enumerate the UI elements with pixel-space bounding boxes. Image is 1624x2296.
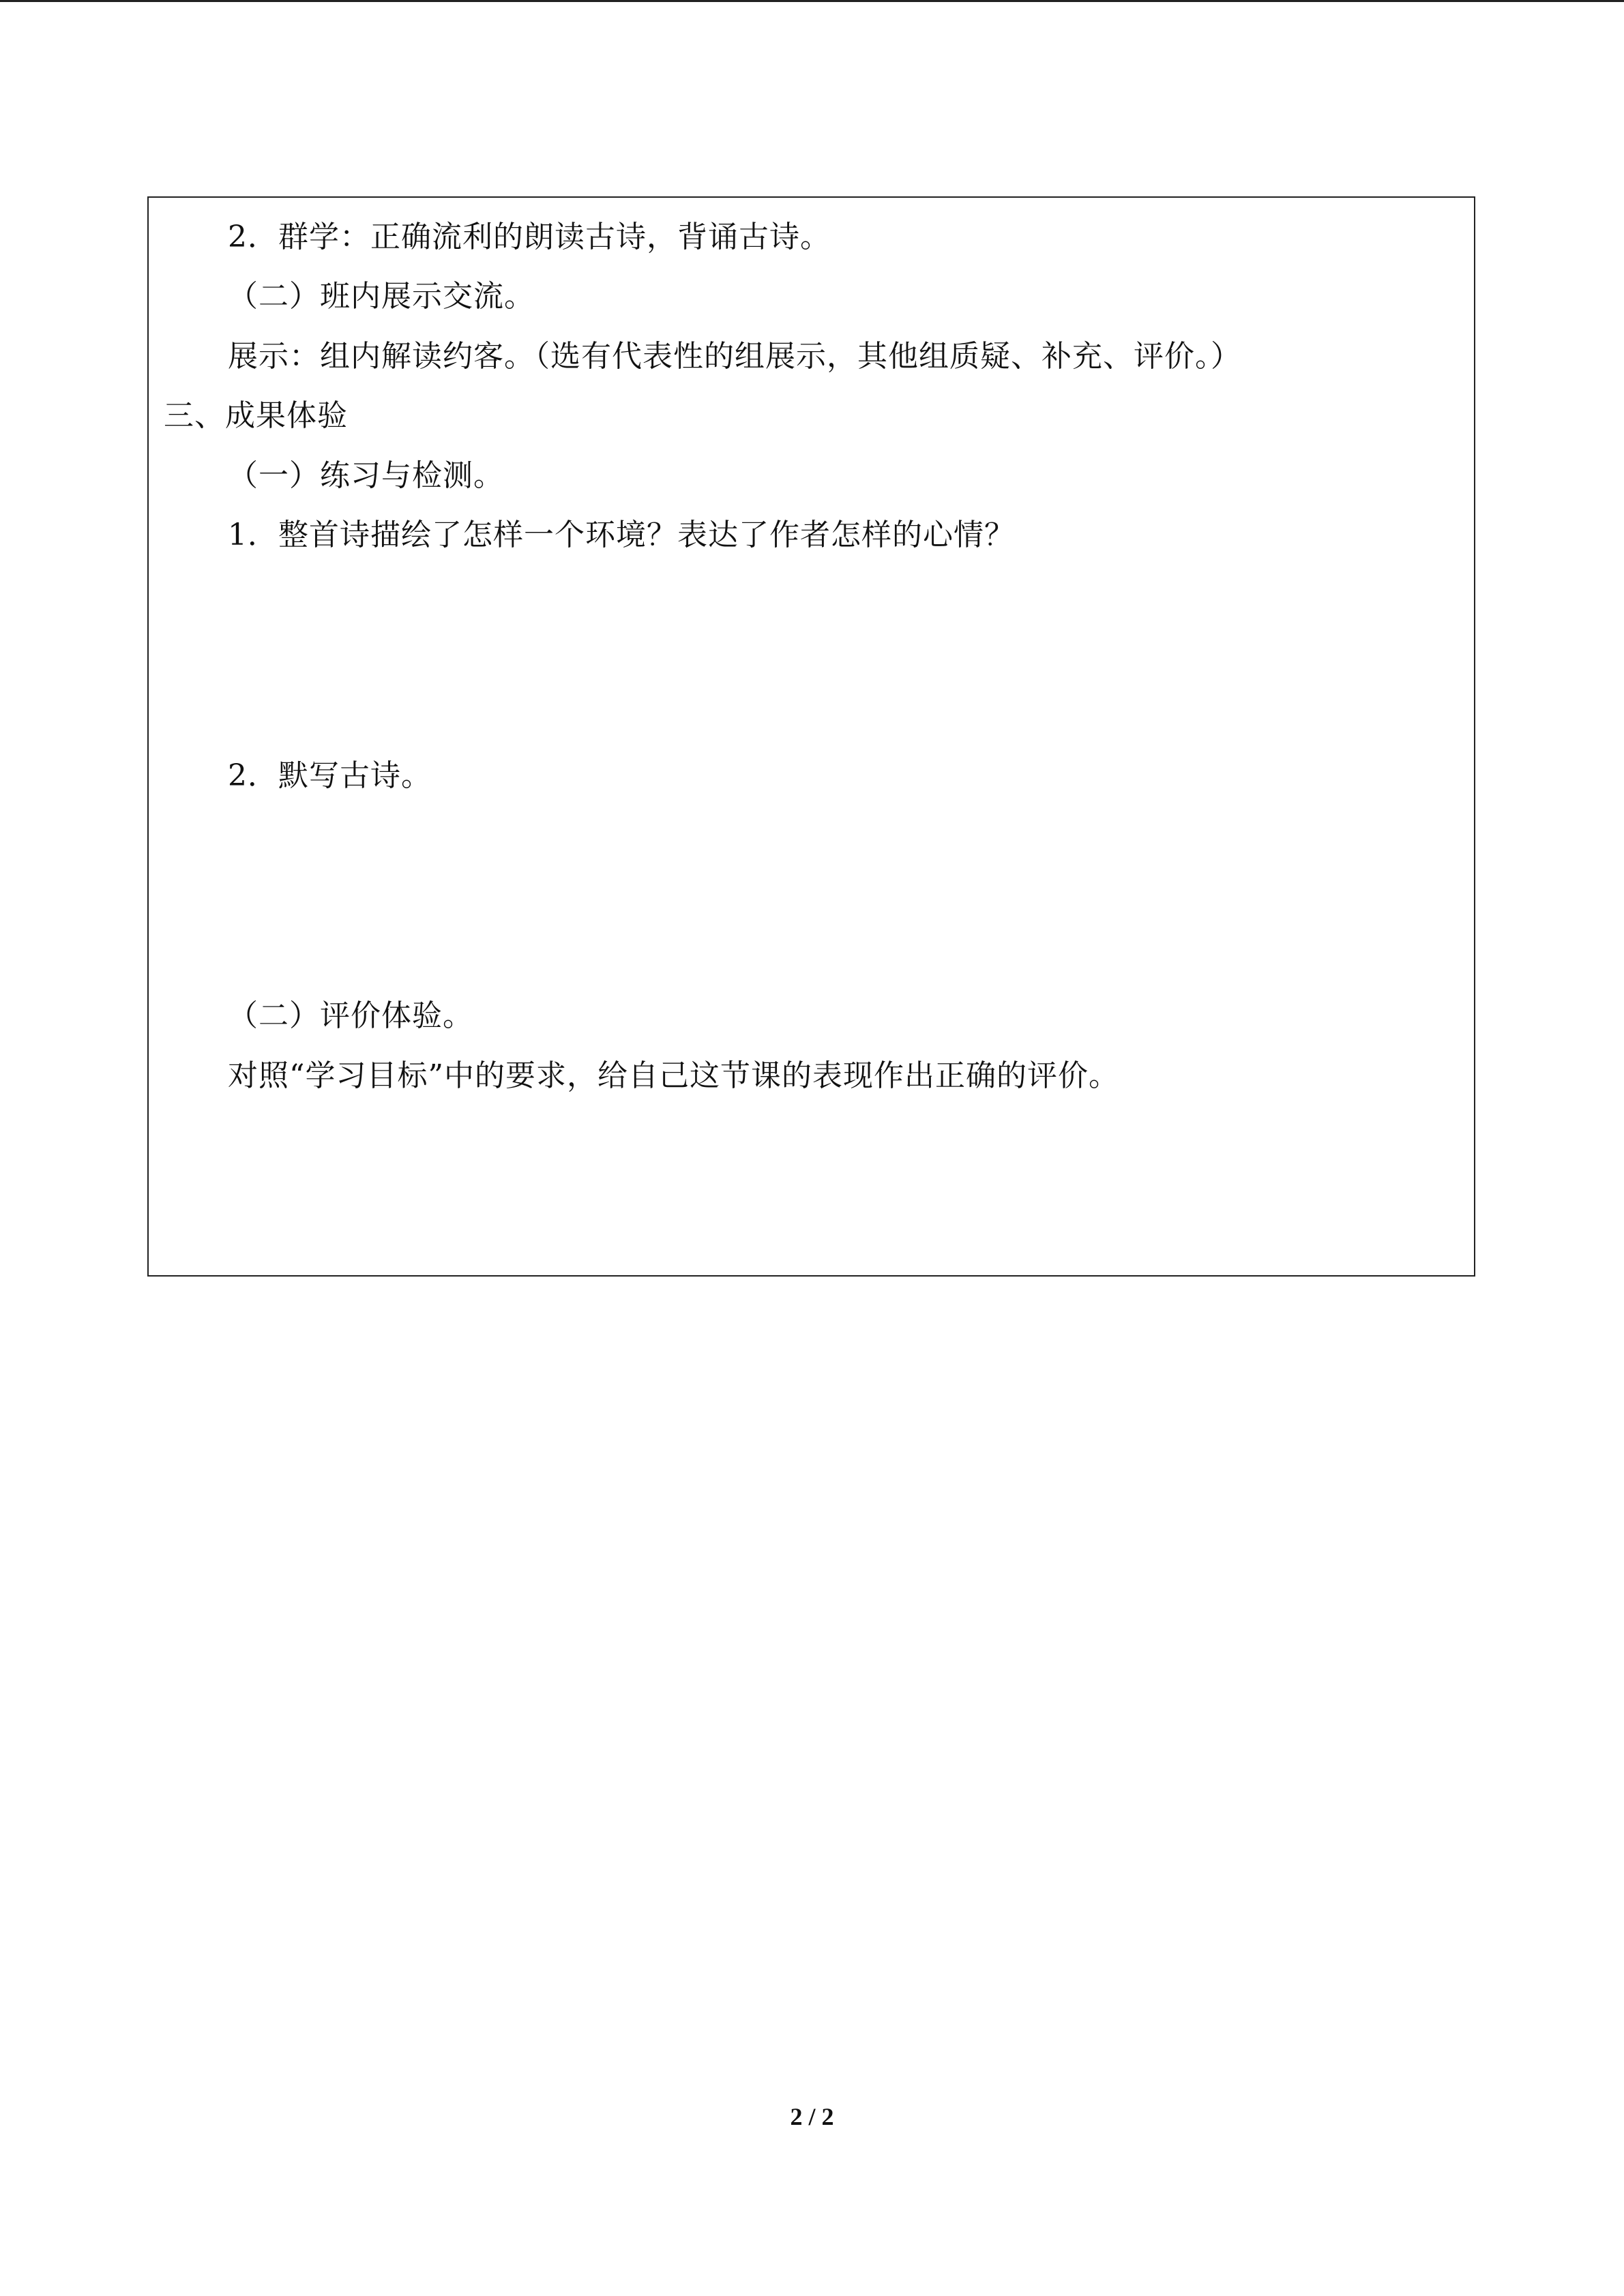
group-study-line: 2．群学：正确流利的朗读古诗，背诵古诗。 (228, 220, 831, 254)
top-border-line (0, 0, 1624, 2)
page-number: 2 / 2 (790, 2103, 834, 2130)
evaluation-heading: （二）评价体验。 (228, 998, 473, 1033)
section-3-heading: 三、成果体验 (164, 398, 348, 433)
question-1: 1．整首诗描绘了怎样一个环境？表达了作者怎样的心情？ (228, 518, 1015, 552)
class-exchange-heading: （二）班内展示交流。 (228, 279, 535, 314)
evaluation-instruction: 对照“学习目标”中的要求，给自己这节课的表现作出正确的评价。 (228, 1058, 1119, 1093)
practice-heading: （一）练习与检测。 (228, 458, 504, 493)
question-2: 2．默写古诗。 (228, 758, 432, 793)
display-line: 展示：组内解读约客。（选有代表性的组展示，其他组质疑、补充、评价。） (228, 339, 1241, 374)
